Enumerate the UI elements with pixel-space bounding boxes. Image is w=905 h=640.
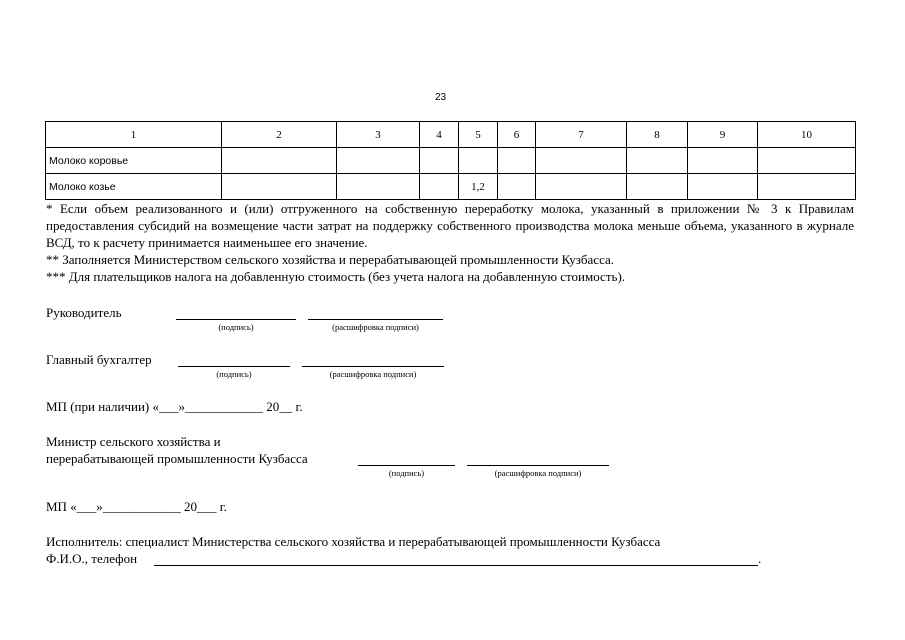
table-cell (758, 174, 856, 200)
table-cell (337, 174, 420, 200)
minister-label-line-1: Министр сельского хозяйства и (46, 434, 221, 449)
table-row (46, 148, 856, 174)
table-header-cell: 9 (688, 122, 758, 148)
executor-contact-line (154, 565, 758, 566)
table-header-cell: 1 (46, 122, 222, 148)
table-cell (536, 174, 627, 200)
accountant-name-caption: (расшифровка подписи) (329, 369, 417, 379)
table-header-cell: 6 (498, 122, 536, 148)
table-header-row (46, 122, 856, 148)
table-cell (758, 148, 856, 174)
table-cell (420, 148, 459, 174)
minister-name-line (467, 465, 609, 466)
footnote-2: ** Заполняется Министерством сельского хозяйства и перерабатывающей промышленности Кузбасса. (46, 252, 615, 267)
table-cell (498, 148, 536, 174)
stamp-date-line-1: МП (при наличии) «___»____________ 20__ г. (46, 399, 303, 414)
table-header-cell: 7 (536, 122, 627, 148)
head-signature-line (176, 319, 296, 320)
table-cell (420, 174, 459, 200)
data-table (45, 121, 856, 200)
table-cell (688, 148, 758, 174)
table-cell: Молоко коровье (46, 148, 222, 174)
table-header-cell: 3 (337, 122, 420, 148)
executor-contact-end: . (758, 551, 762, 566)
minister-signature-line (358, 465, 455, 466)
table-header-cell: 8 (627, 122, 688, 148)
table-cell (627, 148, 688, 174)
table-header-cell: 2 (222, 122, 337, 148)
head-name-caption: (расшифровка подписи) (332, 322, 419, 332)
executor-line: Исполнитель: специалист Министерства сельского хозяйства и перерабатывающей промышленности Кузбасса (46, 534, 661, 549)
accountant-signature-caption: (подпись) (216, 369, 252, 379)
table-cell: Молоко козье (46, 174, 222, 200)
table-cell (459, 148, 498, 174)
head-signature-caption: (подпись) (218, 322, 254, 332)
table-cell (627, 174, 688, 200)
minister-signature-caption: (подпись) (388, 468, 425, 478)
table-header-cell: 5 (459, 122, 498, 148)
table-cell (337, 148, 420, 174)
table-cell (688, 174, 758, 200)
table-cell (498, 174, 536, 200)
accountant-signature-line (178, 366, 290, 367)
executor-contact-label: Ф.И.О., телефон (46, 551, 138, 566)
table-header-cell: 4 (420, 122, 459, 148)
table-cell: 1,2 (459, 174, 498, 200)
stamp-date-line-2: МП «___»____________ 20___ г. (46, 499, 227, 514)
footnote-1: * Если объем реализованного и (или) отгруженного на собственную переработку молока, указанный в приложении № 3 к Правилам предоставления субсидий на возмещение части затрат на поддержку собственного производства молока меньше объема, указанного в журнале ВСД, то к расчету принимается наименьшее его значение. (46, 201, 854, 250)
minister-label-line-2: перерабатывающей промышленности Кузбасса (46, 451, 308, 466)
footnotes (46, 200, 854, 285)
minister-name-caption: (расшифровка подписи) (494, 468, 582, 478)
page-number: 23 (435, 92, 447, 103)
table-cell (536, 148, 627, 174)
head-label: Руководитель (46, 305, 122, 320)
accountant-label: Главный бухгалтер (46, 352, 152, 367)
head-name-line (308, 319, 443, 320)
footnote-3: *** Для плательщиков налога на добавленную стоимость (без учета налога на добавленную стоимость). (46, 269, 626, 284)
table-header-cell: 10 (758, 122, 856, 148)
accountant-name-line (302, 366, 444, 367)
table-cell (222, 148, 337, 174)
table-cell (222, 174, 337, 200)
table-row (46, 174, 856, 200)
